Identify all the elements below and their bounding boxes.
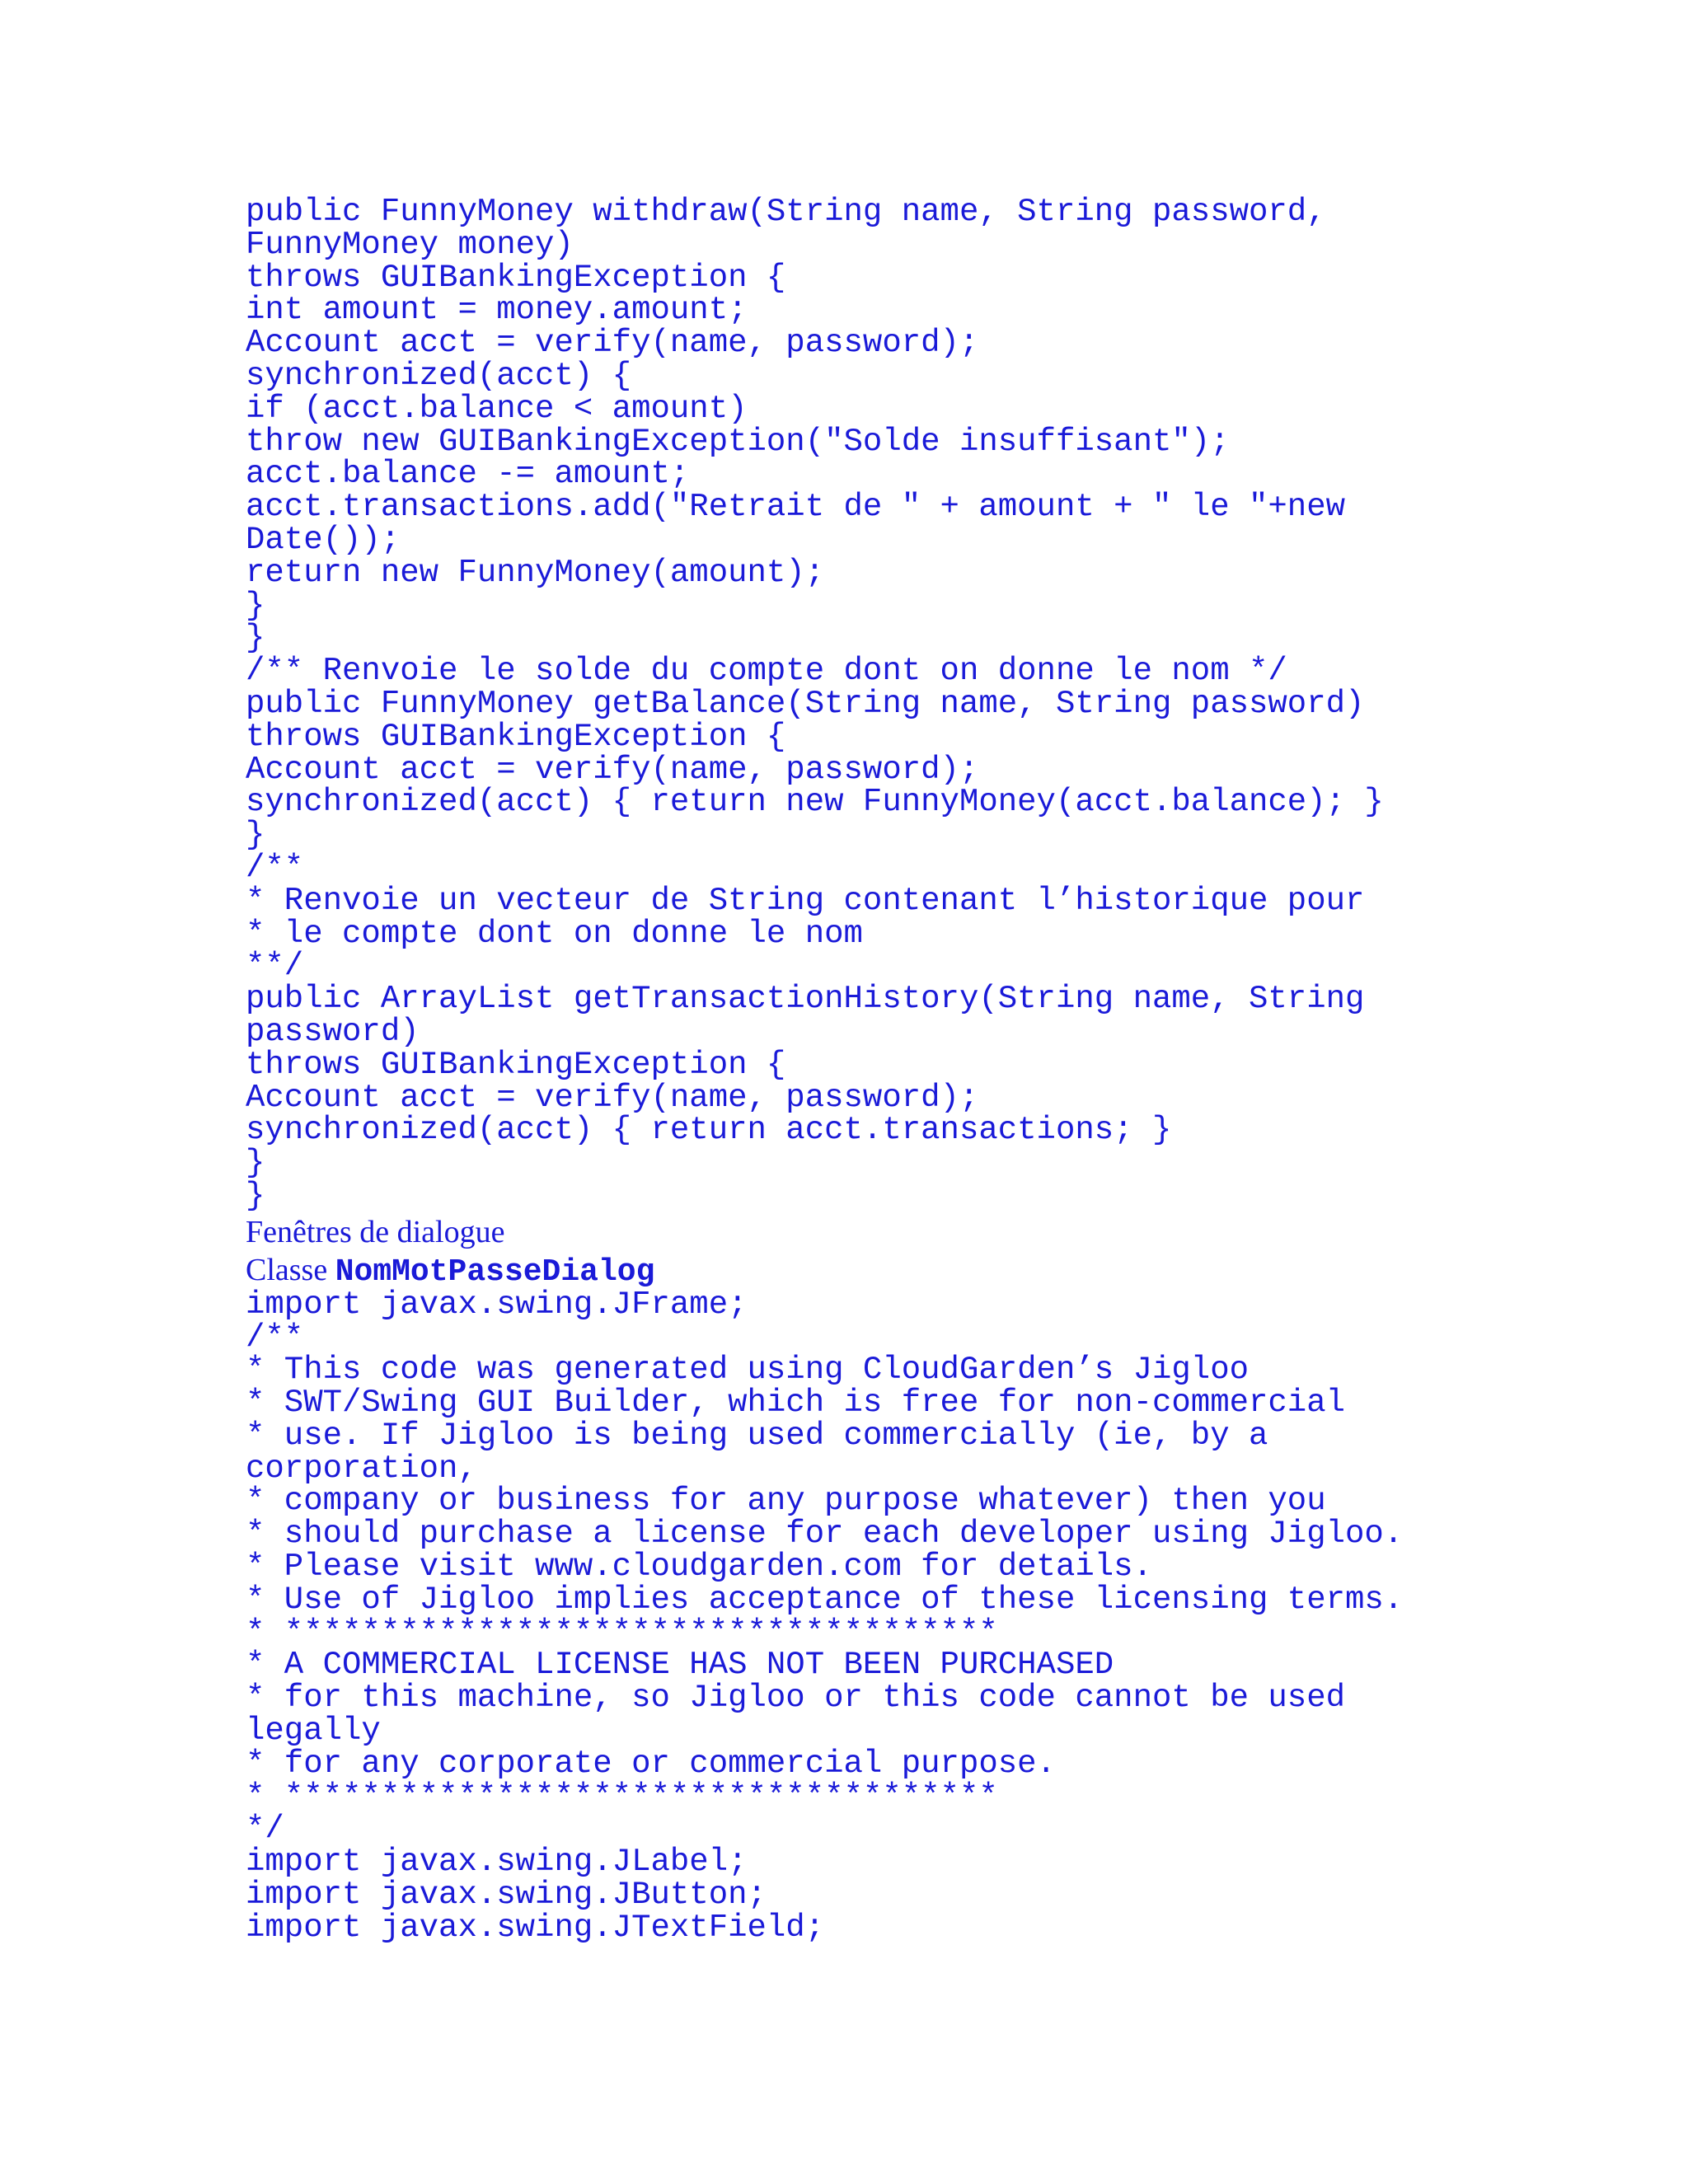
code-line: FunnyMoney money) [246, 226, 574, 263]
code-line: * Renvoie un vecteur de String contenant l’historique pour [246, 882, 1365, 919]
code-line: public ArrayList getTransactionHistory(String name, String [246, 981, 1365, 1018]
code-line: acct.balance -= amount; [246, 456, 690, 493]
code-line: import javax.swing.JTextField; [246, 1909, 825, 1946]
class-heading-prefix: Classe [246, 1252, 335, 1287]
document-content [246, 196, 1647, 1945]
code-line: Account acct = verify(name, password); [246, 1079, 979, 1116]
code-line: * A COMMERCIAL LICENSE HAS NOT BEEN PURCHASED [246, 1647, 1114, 1684]
code-line: * use. If Jigloo is being used commercially (ie, by a [246, 1417, 1268, 1454]
code-line: throws GUIBankingException { [246, 1046, 786, 1083]
section-heading: Fenêtres de dialogue [246, 1214, 505, 1249]
code-line: return new FunnyMoney(amount); [246, 554, 825, 591]
code-line: * ************************************* [246, 1778, 998, 1815]
code-line: **/ [246, 948, 304, 985]
code-line: } [246, 817, 265, 854]
code-line: synchronized(acct) { return acct.transactions; } [246, 1112, 1172, 1149]
code-line: int amount = money.amount; [246, 292, 748, 329]
code-line: * SWT/Swing GUI Builder, which is free for non-commercial [246, 1385, 1346, 1422]
code-line: } [246, 620, 265, 657]
code-line: acct.transactions.add("Retrait de " + amount + " le "+new [246, 489, 1346, 526]
code-line: * company or business for any purpose whatever) then you [246, 1483, 1326, 1520]
code-line: } [246, 1177, 265, 1214]
code-line: throws GUIBankingException { [246, 718, 786, 755]
code-line: synchronized(acct) { return new FunnyMoney(acct.balance); } [246, 784, 1384, 821]
code-line: /** [246, 849, 304, 886]
code-line: * This code was generated using CloudGarden’s Jigloo [246, 1352, 1249, 1389]
code-line: * le compte dont on donne le nom [246, 915, 863, 952]
code-block-bank-methods [246, 196, 1647, 1213]
code-line: import javax.swing.JButton; [246, 1877, 767, 1914]
code-line: * should purchase a license for each developer using Jigloo. [246, 1516, 1404, 1553]
code-line: import javax.swing.JFrame; [246, 1286, 748, 1323]
code-line: if (acct.balance < amount) [246, 390, 748, 427]
code-line: throw new GUIBankingException("Solde insuffisant"); [246, 423, 1230, 460]
code-line: Account acct = verify(name, password); [246, 325, 979, 362]
code-line: * Please visit www.cloudgarden.com for details. [246, 1549, 1152, 1586]
code-line: corporation, [246, 1450, 477, 1487]
code-line: throws GUIBankingException { [246, 259, 786, 296]
class-heading [246, 1251, 1647, 1289]
code-line: public FunnyMoney getBalance(String name, String password) [246, 685, 1365, 722]
code-line: * ************************************* [246, 1614, 998, 1651]
code-line: synchronized(acct) { [246, 357, 632, 394]
code-line: password) [246, 1013, 420, 1050]
code-line: public FunnyMoney withdraw(String name, String password, [246, 194, 1326, 230]
code-line: * for any corporate or commercial purpose. [246, 1745, 1056, 1782]
code-line: } [246, 1145, 265, 1182]
code-line: Date()); [246, 521, 401, 558]
code-line: /** [246, 1319, 304, 1356]
code-line: * for this machine, so Jigloo or this code cannot be used [246, 1680, 1346, 1717]
code-line: */ [246, 1811, 284, 1848]
code-line: * Use of Jigloo implies acceptance of these licensing terms. [246, 1581, 1404, 1618]
code-line: import javax.swing.JLabel; [246, 1844, 748, 1881]
code-line: } [246, 587, 265, 624]
code-line: legally [246, 1713, 381, 1750]
class-heading-name: NomMotPasseDialog [335, 1254, 655, 1290]
code-block-dialog-class [246, 1286, 1647, 1946]
code-line: /** Renvoie le solde du compte dont on donne le nom */ [246, 653, 1287, 690]
code-line: Account acct = verify(name, password); [246, 751, 979, 788]
